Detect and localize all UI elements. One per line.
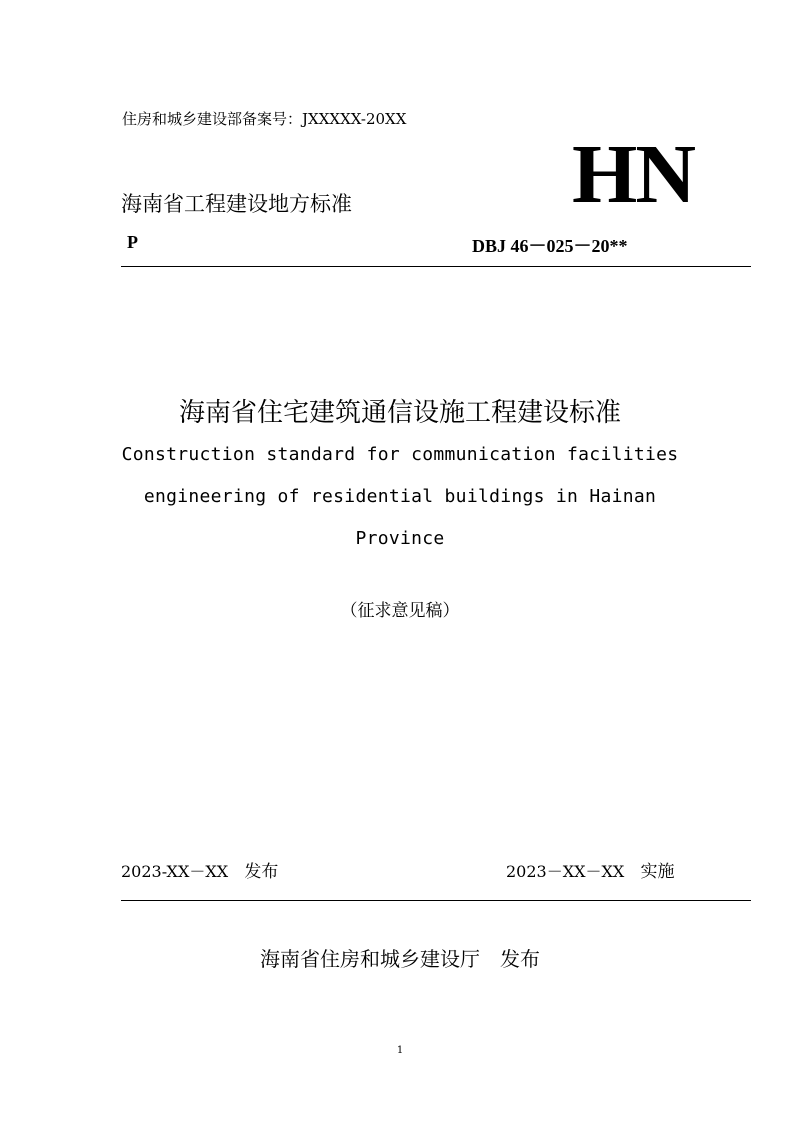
- filing-label: 住房和城乡建设部备案号：: [122, 110, 303, 128]
- filing-record: [122, 108, 406, 129]
- title-english-line-3: Province: [355, 528, 445, 549]
- implement-label: 实施: [640, 862, 675, 882]
- publish-date-line: [121, 857, 278, 882]
- classification-code: P: [127, 232, 138, 252]
- draft-note: （征求意见稿）: [340, 601, 460, 621]
- header-divider: [121, 266, 751, 267]
- standard-code: DBJ 46－025－20**: [472, 236, 628, 256]
- title-english-line-1: Construction standard for communication facilities: [121, 444, 679, 465]
- implement-date: 2023－XX－XX: [506, 862, 625, 881]
- publish-date: 2023-XX－XX: [121, 862, 229, 881]
- footer-divider: [121, 900, 751, 901]
- title-english-line-2: engineering of residential buildings in Hainan: [143, 486, 657, 507]
- implement-date-line: [506, 857, 675, 882]
- filing-number: JXXXXX-20XX: [302, 110, 407, 128]
- publish-label: 发布: [244, 862, 279, 882]
- title-chinese: 海南省住宅建筑通信设施工程建设标准: [178, 398, 621, 428]
- hn-logo: HN: [572, 128, 694, 221]
- standard-category: 海南省工程建设地方标准: [121, 192, 352, 216]
- page-number: 1: [396, 1045, 404, 1056]
- issuing-authority: 海南省住房和城乡建设厅 发布: [260, 947, 540, 971]
